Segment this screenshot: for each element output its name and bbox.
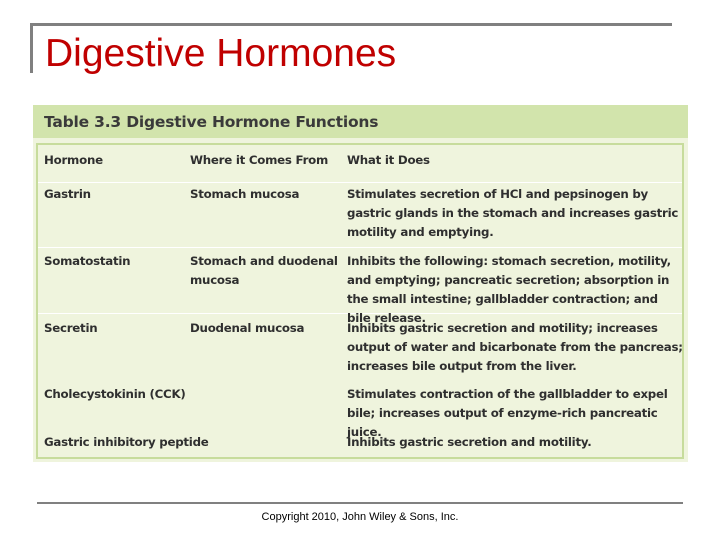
cell-function: Stimulates contraction of the gallbladder to expel bile; increases output of enzyme-rich pancreatic juice. — [347, 387, 668, 439]
slide-title: Digestive Hormones — [45, 32, 397, 75]
table-caption-text: Table 3.3 Digestive Hormone Functions — [44, 113, 379, 131]
header-hormone: Hormone — [44, 153, 103, 167]
copyright-text: Copyright 2010, John Wiley & Sons, Inc. — [261, 511, 459, 523]
cell-hormone: Somatostatin — [44, 254, 131, 268]
cell-function: Inhibits the following: stomach secretion, motility, and emptying; pancreatic secretion; absorption in the small intestine; gallbladder contraction; and bile release. — [347, 254, 671, 325]
cell-source: Duodenal mucosa — [190, 321, 305, 335]
top-rule — [30, 23, 672, 26]
cell-function: Stimulates secretion of HCl and pepsinogen by gastric glands in the stomach and increases gastric motility and emptying. — [347, 187, 679, 239]
hormone-table-panel — [33, 105, 688, 462]
table-header-row — [38, 151, 682, 183]
table-row-secretin — [38, 317, 682, 381]
cell-hormone: Secretin — [44, 321, 98, 335]
cell-hormone: Cholecystokinin (CCK) — [44, 387, 186, 401]
cell-function: Inhibits gastric secretion and motility; increases output of water and bicarbonate from the pancreas; increases bile output from the liver. — [347, 321, 683, 373]
header-source: Where it Comes From — [190, 153, 329, 167]
header-function: What it Does — [347, 153, 430, 167]
cell-function: Inhibits gastric secretion and motility. — [347, 435, 592, 449]
bottom-rule — [37, 502, 683, 504]
table-row-gip — [38, 433, 682, 455]
cell-hormone: Gastric inhibitory peptide — [44, 435, 209, 449]
left-rule — [30, 23, 33, 73]
table-row-gastrin — [38, 183, 682, 248]
cell-source: Stomach mucosa — [190, 187, 300, 201]
table-row-somatostatin — [38, 249, 682, 325]
table-caption — [33, 105, 688, 138]
hormone-table — [36, 143, 684, 459]
cell-hormone: Gastrin — [44, 187, 91, 201]
table-row-cck — [38, 385, 682, 439]
cell-source: Stomach and duodenal mucosa — [190, 254, 338, 287]
